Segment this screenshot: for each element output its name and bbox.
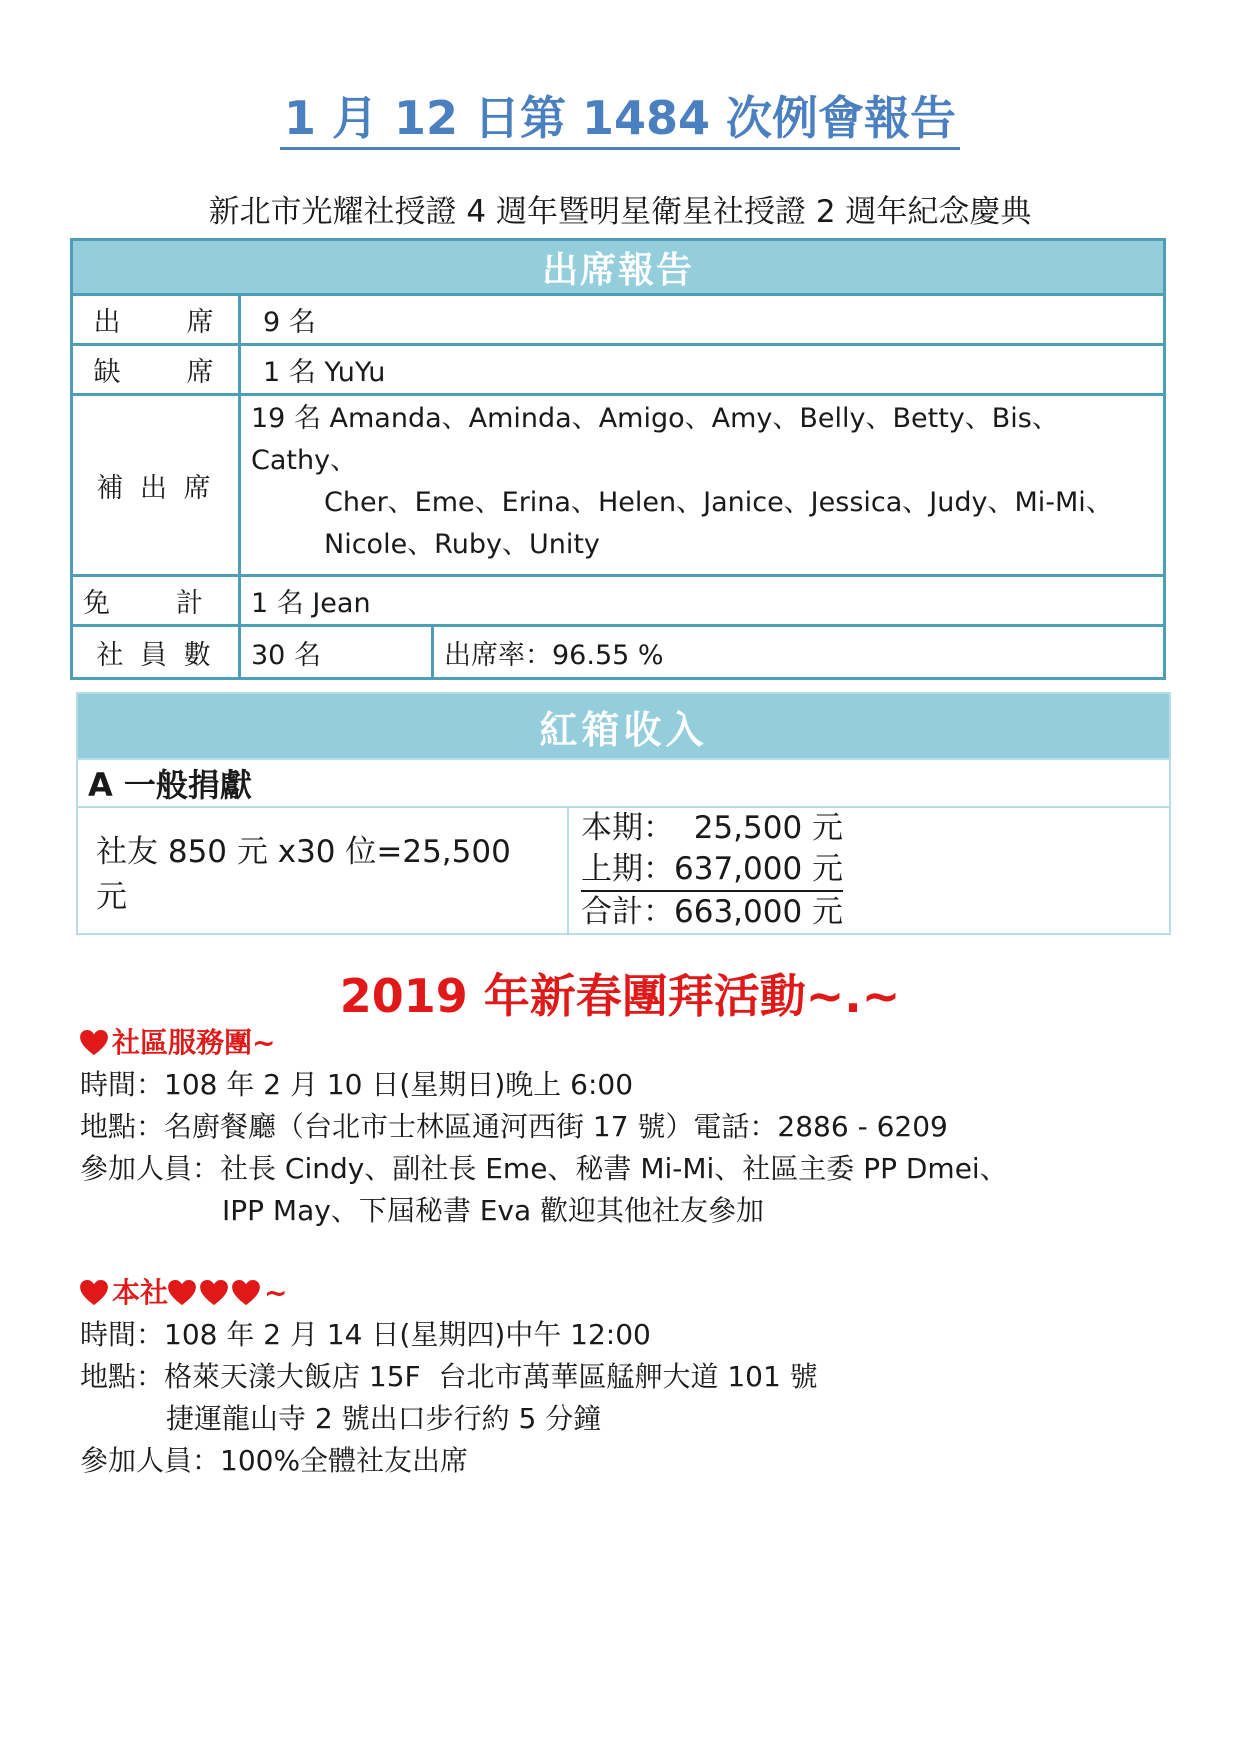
redbox-header: 紅箱收入 bbox=[77, 693, 1170, 759]
current-period: 本期： 25,500 元 bbox=[581, 810, 844, 846]
attendance-header: 出席報告 bbox=[72, 240, 1165, 295]
attendance-rate: 出席率：96.55 % bbox=[433, 626, 1165, 679]
group1-heading: 社區服務團~ bbox=[112, 1026, 276, 1059]
absent-label: 缺 席 bbox=[72, 345, 240, 395]
present-value: 9 名 bbox=[240, 295, 1165, 345]
donation-calc: 社友 850 元 x30 位=25,500 元 bbox=[77, 807, 568, 934]
grand-total: 合計：663,000 元 bbox=[581, 894, 844, 930]
group1-people-line-1: 參加人員：社長 Cindy、副社長 Eme、秘書 Mi-Mi、社區主委 PP Dmei、 bbox=[80, 1152, 1008, 1185]
heart-icon bbox=[232, 1280, 260, 1306]
heart-icon bbox=[168, 1280, 196, 1306]
exempt-label: 免 計 bbox=[72, 576, 240, 626]
heart-icon bbox=[80, 1030, 108, 1056]
makeup-line-2: Cher、Eme、Erina、Helen、Janice、Jessica、Judy、Mi-Mi、 bbox=[324, 487, 1113, 518]
present-label: 出 席 bbox=[72, 295, 240, 345]
group1-time: 時間：108 年 2 月 10 日(星期日)晚上 6:00 bbox=[80, 1068, 634, 1101]
group2-heading: 本社 bbox=[112, 1276, 169, 1309]
donation-totals bbox=[568, 807, 1170, 934]
event-title: 2019 年新春團拜活動~.~ bbox=[339, 969, 901, 1023]
makeup-label: 補 出 席 bbox=[72, 395, 240, 576]
group1-place: 地點：名廚餐廳（台北市士林區通河西街 17 號）電話：2886 - 6209 bbox=[80, 1110, 948, 1143]
page-subtitle: 新北市光耀社授證 4 週年暨明星衛星社授證 2 週年紀念慶典 bbox=[208, 194, 1032, 230]
group2-people: 參加人員：100%全體社友出席 bbox=[80, 1444, 469, 1477]
group2-place-line-1: 地點：格萊天漾大飯店 15F 台北市萬華區艋舺大道 101 號 bbox=[80, 1360, 818, 1393]
heart-icon bbox=[80, 1280, 108, 1306]
group2-time: 時間：108 年 2 月 14 日(星期四)中午 12:00 bbox=[80, 1318, 651, 1351]
group2-place-line-2: 捷運龍山寺 2 號出口步行約 5 分鐘 bbox=[166, 1402, 602, 1435]
redbox-table bbox=[76, 692, 1171, 935]
previous-period: 上期：637,000 元 bbox=[581, 849, 843, 892]
event-group-club bbox=[80, 1272, 818, 1482]
heart-icon bbox=[200, 1280, 228, 1306]
absent-value: 1 名 YuYu bbox=[240, 345, 1165, 395]
makeup-line-1: 19 名 Amanda、Aminda、Amigo、Amy、Belly、Betty、Bis、Cathy、 bbox=[251, 403, 1059, 476]
redbox-section-title: A 一般捐獻 bbox=[77, 759, 1170, 807]
exempt-value: 1 名 Jean bbox=[240, 576, 1165, 626]
group2-tilde: ~ bbox=[264, 1276, 288, 1309]
event-group-community bbox=[80, 1022, 1008, 1232]
group1-people-line-2: IPP May、下屆秘書 Eva 歡迎其他社友參加 bbox=[222, 1194, 765, 1227]
makeup-line-3: Nicole、Ruby、Unity bbox=[324, 529, 600, 560]
members-value: 30 名 bbox=[240, 626, 433, 679]
members-label: 社 員 數 bbox=[72, 626, 240, 679]
makeup-value bbox=[240, 395, 1165, 576]
attendance-table bbox=[70, 238, 1166, 680]
page-title: 1 月 12 日第 1484 次例會報告 bbox=[0, 88, 1240, 148]
